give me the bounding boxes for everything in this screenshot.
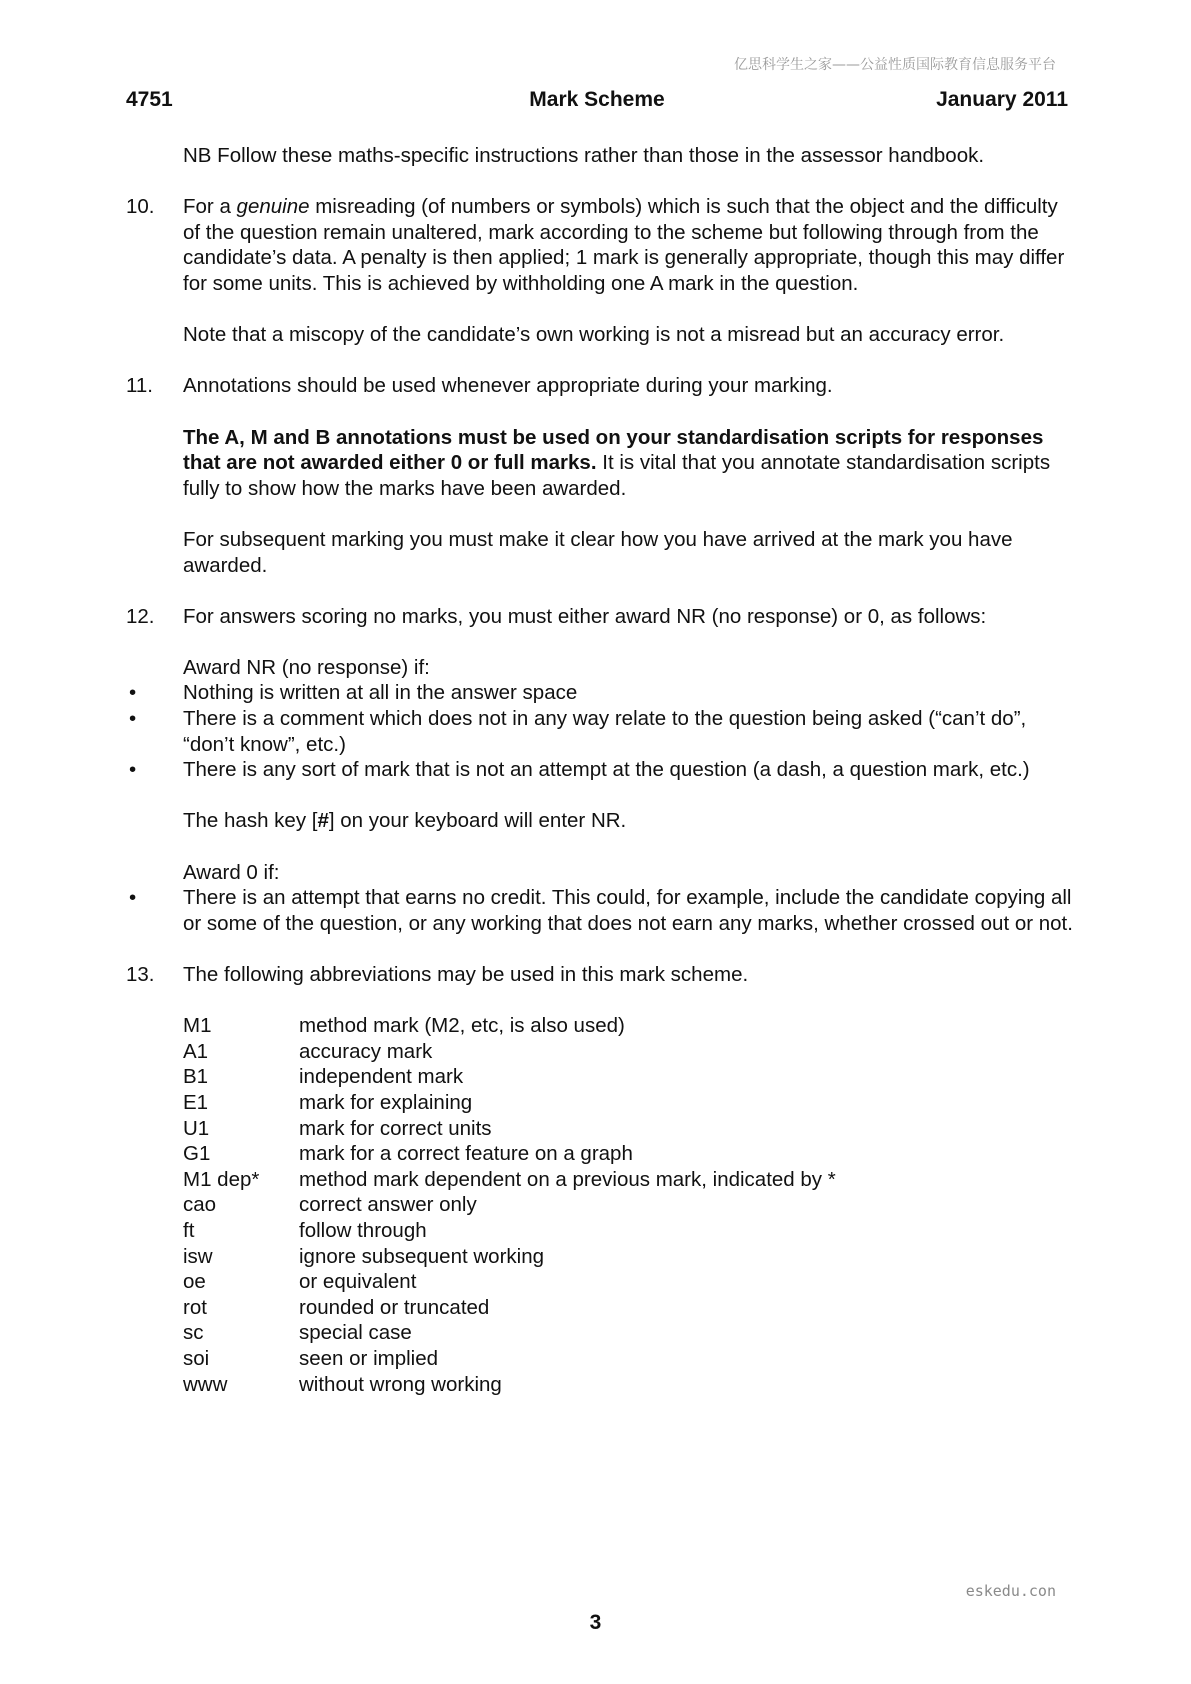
item-number: 11. [126,374,153,398]
hash-key-line: The hash key [#] on your keyboard will enter NR. [183,809,627,833]
abbr-code: B1 [183,1065,209,1089]
abbr-meaning: rounded or truncated [299,1295,490,1319]
abbr-meaning: seen or implied [299,1346,439,1370]
table-row [183,1090,836,1116]
abbr-code: A1 [183,1039,209,1063]
abbr-meaning: accuracy mark [299,1039,433,1063]
table-row [183,1141,836,1167]
table-row [183,1295,836,1321]
abbr-code: G1 [183,1142,211,1166]
instruction-12 [126,604,1076,937]
instruction-11 [126,373,1076,578]
abbr-meaning: follow through [299,1218,427,1242]
abbr-code: isw [183,1244,213,1268]
table-row [183,1167,836,1193]
item-number: 10. [126,195,155,219]
abbr-code: sc [183,1321,204,1345]
nr-bullet-list [126,680,1076,782]
watermark-bottom: eskedu.con [965,1582,1056,1600]
list-item: • There is an attempt that earns no credit. This could, for example, include the candidate copying all or some of the question, or any working that does not earn any marks, whether crossed out or not. [129,886,1073,935]
bold-requirement: The A, M and B annotations must be used on your standardisation scripts for responses that are not awarded either 0 or full marks. [183,425,1044,475]
page-body [126,143,1076,1423]
abbr-meaning: ignore subsequent working [299,1244,545,1268]
page-header [126,88,1068,116]
abbr-code: oe [183,1270,206,1294]
table-row [183,1192,836,1218]
abbr-meaning: independent mark [299,1065,464,1089]
abbr-meaning: correct answer only [299,1193,477,1217]
abbr-code: ft [183,1218,195,1242]
table-row [183,1218,836,1244]
zero-bullet-list [126,885,1076,936]
zero-heading: Award 0 if: [183,860,280,884]
watermark-top: 亿思科学生之家——公益性质国际教育信息服务平台 [734,57,1056,73]
hash-key: # [317,809,329,833]
intro-note: NB Follow these maths-specific instructions rather than those in the assessor handbook. [183,144,985,167]
table-row [183,1244,836,1270]
table-row [183,1320,836,1346]
table-row [183,1269,836,1295]
abbr-meaning: mark for a correct feature on a graph [299,1142,633,1166]
misread-paragraph: For a genuine misreading (of numbers or symbols) which is such that the object and the difficulty of the question remain unaltered, mark according to the scheme but following through from the candidate’s data. A penalty is then applied; 1 mark is generally appropriate, though this may differ for some units. This is achieved by withholding one A mark in the question. [183,195,1065,295]
abbr-code: E1 [183,1090,209,1114]
abbr-code: M1 [183,1014,212,1038]
abbr-meaning: special case [299,1321,412,1345]
instruction-10 [126,194,1076,348]
page-number: 3 [589,1611,602,1634]
subsequent-marking: For subsequent marking you must make it clear how you have arrived at the mark you have awarded. [183,527,1013,577]
item-number: 13. [126,963,155,986]
list-item: • There is a comment which does not in any way relate to the question being asked (“can’t do”, “don’t know”, etc.) [129,707,1027,756]
instruction-13 [126,962,1076,1397]
abbr-meaning: method mark (M2, etc, is also used) [299,1014,625,1038]
table-row [183,1013,836,1039]
abbr-code: M1 dep* [183,1167,260,1191]
page-title: Mark Scheme [529,88,665,111]
table-row [183,1116,836,1142]
annotations-requirement: The A, M and B annotations must be used on your standardisation scripts for responses that are not awarded either 0 or full marks. It is vital that you annotate standardisation scripts fully to show how the marks have been awarded. [183,425,1051,500]
item-number: 12. [126,604,155,628]
abbr-meaning: mark for explaining [299,1090,473,1114]
emphasis-genuine: genuine [236,195,310,219]
abbr-code: rot [183,1295,207,1319]
paper-code: 4751 [126,88,173,111]
abbr-meaning: without wrong working [299,1372,502,1396]
abbr-code: soi [183,1346,210,1370]
table-row [183,1064,836,1090]
abbr-code: www [183,1372,228,1396]
nr-heading: Award NR (no response) if: [183,655,430,679]
miscopy-note: Note that a miscopy of the candidate’s own working is not a misread but an accuracy error. [183,323,1005,347]
abbr-meaning: mark for correct units [299,1116,492,1140]
table-row [183,1039,836,1065]
no-marks-line: For answers scoring no marks, you must either award NR (no response) or 0, as follows: [183,604,987,628]
abbr-meaning: method mark dependent on a previous mark, indicated by * [299,1167,836,1191]
list-item: • There is any sort of mark that is not an attempt at the question (a dash, a question mark, etc.) [129,758,1030,782]
abbreviations-line: The following abbreviations may be used in this mark scheme. [183,963,749,986]
table-row [183,1346,836,1372]
abbreviations-table [183,1013,836,1397]
annotations-line: Annotations should be used whenever appropriate during your marking. [183,374,833,398]
table-row [183,1372,836,1398]
abbr-code: cao [183,1193,217,1217]
abbr-code: U1 [183,1116,210,1140]
abbr-meaning: or equivalent [299,1270,417,1294]
exam-date: January 2011 [936,88,1068,111]
list-item: • Nothing is written at all in the answer space [129,681,578,705]
